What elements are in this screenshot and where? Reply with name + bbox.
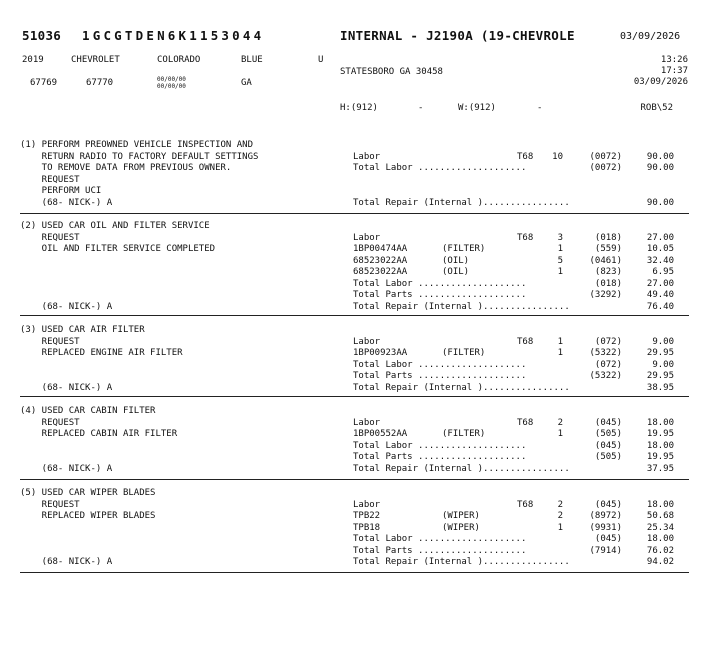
line-amount: 18.00 xyxy=(646,534,674,544)
line-amount: 90.00 xyxy=(646,163,674,173)
line-label: Total Labor .................... xyxy=(353,278,527,289)
total-repair-amount: 76.40 xyxy=(646,301,674,312)
line-label: TPB22 xyxy=(353,511,381,521)
line-amount: 50.68 xyxy=(646,511,674,521)
zero-date-2: 00/00/00 xyxy=(157,83,186,90)
job-description-line: (5) USED CAR WIPER BLADES xyxy=(20,488,156,498)
line-amount: 27.00 xyxy=(646,278,674,289)
line-label: Labor xyxy=(353,151,381,162)
work-phone: W:(912) xyxy=(458,103,496,113)
quantity: 2 xyxy=(557,511,563,521)
job-description-line: (4) USED CAR CABIN FILTER xyxy=(20,406,156,416)
technician-code: T68 xyxy=(517,336,534,347)
cost-code: (018) xyxy=(594,232,622,243)
line-amount: 49.40 xyxy=(646,290,674,300)
job-description-line: (1) PERFORM PREOWNED VEHICLE INSPECTION AND xyxy=(20,140,253,150)
line-amount: 18.00 xyxy=(646,440,674,451)
line-label: 68523022AA xyxy=(353,267,408,277)
technician-code: T68 xyxy=(517,417,534,428)
line-amount: 76.02 xyxy=(646,545,674,556)
line-label: 1BP00923AA xyxy=(353,348,408,358)
part-type: (WIPER) xyxy=(442,522,480,533)
time-close: 17:37 xyxy=(660,66,688,76)
document-title: INTERNAL - J2190A (19-CHEVROLE xyxy=(340,28,575,43)
cost-code: (018) xyxy=(594,278,622,289)
mileage-in: 67769 xyxy=(30,78,58,88)
cost-code: (5322) xyxy=(589,348,622,358)
total-repair-label: Total Repair (Internal )................ xyxy=(353,557,570,567)
job-description-line: REQUEST xyxy=(20,336,80,347)
section-divider xyxy=(20,479,689,480)
quantity: 2 xyxy=(557,499,563,510)
technician-signoff: (68- NICK-) A xyxy=(20,557,113,567)
technician-code: T68 xyxy=(517,499,534,510)
vehicle-color: BLUE xyxy=(241,55,263,65)
job-description-line: REPLACED WIPER BLADES xyxy=(20,511,156,521)
line-amount: 19.95 xyxy=(646,452,674,462)
technician-signoff: (68- NICK-) A xyxy=(20,301,113,312)
cost-code: (505) xyxy=(594,452,622,462)
vehicle-flag: U xyxy=(318,55,324,65)
total-repair-label: Total Repair (Internal )................ xyxy=(353,197,570,208)
cost-code: (072) xyxy=(594,359,622,370)
part-type: (FILTER) xyxy=(442,429,486,439)
line-label: Total Labor .................... xyxy=(353,163,527,173)
job-description-line: REPLACED ENGINE AIR FILTER xyxy=(20,348,183,358)
part-type: (OIL) xyxy=(442,267,470,277)
total-repair-amount: 38.95 xyxy=(646,382,674,393)
cost-code: (9931) xyxy=(589,522,622,533)
time-open: 13:26 xyxy=(660,55,688,65)
line-label: 68523022AA xyxy=(353,255,408,266)
cost-code: (045) xyxy=(594,534,622,544)
vehicle-model: COLORADO xyxy=(157,55,201,65)
line-label: Labor xyxy=(353,232,381,243)
total-repair-amount: 94.02 xyxy=(646,557,674,567)
technician-code: T68 xyxy=(517,151,534,162)
line-amount: 9.00 xyxy=(652,336,674,347)
zero-date-1: 00/00/00 xyxy=(157,76,186,83)
job-description-line: REQUEST xyxy=(20,499,80,510)
vehicle-year: 2019 xyxy=(22,55,44,65)
part-type: (OIL) xyxy=(442,255,470,266)
customer-city: STATESBORO GA 30458 xyxy=(340,67,443,77)
line-label: Total Parts .................... xyxy=(353,371,527,381)
total-repair-amount: 37.95 xyxy=(646,463,674,474)
header-date: 03/09/2026 xyxy=(620,31,681,42)
cost-code: (0072) xyxy=(589,163,622,173)
part-type: (FILTER) xyxy=(442,348,486,358)
section-divider xyxy=(20,396,689,397)
line-amount: 32.40 xyxy=(646,255,674,266)
total-repair-label: Total Repair (Internal )................ xyxy=(353,382,570,393)
part-type: (WIPER) xyxy=(442,511,480,521)
quantity: 1 xyxy=(557,244,563,254)
cost-code: (7914) xyxy=(589,545,622,556)
quantity: 1 xyxy=(557,522,563,533)
line-amount: 90.00 xyxy=(646,151,674,162)
cost-code: (505) xyxy=(594,429,622,439)
part-type: (FILTER) xyxy=(442,244,486,254)
cost-code: (8972) xyxy=(589,511,622,521)
total-repair-label: Total Repair (Internal )................ xyxy=(353,463,570,474)
quantity: 1 xyxy=(557,348,563,358)
line-label: Total Labor .................... xyxy=(353,440,527,451)
section-divider xyxy=(20,213,689,214)
line-label: 1BP00474AA xyxy=(353,244,408,254)
quantity: 10 xyxy=(552,151,563,162)
quantity: 1 xyxy=(557,429,563,439)
section-divider xyxy=(20,572,689,573)
job-description-line: OIL AND FILTER SERVICE COMPLETED xyxy=(20,244,216,254)
line-amount: 6.95 xyxy=(652,267,674,277)
quantity: 3 xyxy=(557,232,563,243)
quantity: 1 xyxy=(557,267,563,277)
cost-code: (559) xyxy=(594,244,622,254)
section-divider xyxy=(20,315,689,316)
line-label: Total Parts .................... xyxy=(353,452,527,462)
quantity: 5 xyxy=(557,255,563,266)
technician-signoff: (68- NICK-) A xyxy=(20,382,113,393)
line-amount: 18.00 xyxy=(646,499,674,510)
vehicle-make: CHEVROLET xyxy=(71,55,120,65)
job-description-line: RETURN RADIO TO FACTORY DEFAULT SETTINGS xyxy=(20,151,259,162)
cost-code: (823) xyxy=(594,267,622,277)
total-repair-amount: 90.00 xyxy=(646,197,674,208)
line-amount: 18.00 xyxy=(646,417,674,428)
line-amount: 29.95 xyxy=(646,348,674,358)
quantity: 2 xyxy=(557,417,563,428)
technician-signoff: (68- NICK-) A xyxy=(20,463,113,474)
job-description-line: REQUEST xyxy=(20,417,80,428)
cost-code: (3292) xyxy=(589,290,622,300)
cost-code: (045) xyxy=(594,417,622,428)
job-description-line: PERFORM UCI xyxy=(20,186,102,196)
work-phone-dash: - xyxy=(537,103,543,113)
state-code: GA xyxy=(241,78,252,88)
line-amount: 19.95 xyxy=(646,429,674,439)
service-advisor: ROB\52 xyxy=(640,103,673,113)
line-label: Labor xyxy=(353,417,381,428)
line-amount: 27.00 xyxy=(646,232,674,243)
line-label: Total Labor .................... xyxy=(353,534,527,544)
line-amount: 10.05 xyxy=(646,244,674,254)
total-repair-label: Total Repair (Internal )................ xyxy=(353,301,570,312)
job-description-line: TO REMOVE DATA FROM PREVIOUS OWNER. xyxy=(20,163,232,173)
cost-code: (5322) xyxy=(589,371,622,381)
cost-code: (045) xyxy=(594,440,622,451)
cost-code: (045) xyxy=(594,499,622,510)
line-label: TPB18 xyxy=(353,522,381,533)
cost-code: (0072) xyxy=(589,151,622,162)
technician-signoff: (68- NICK-) A xyxy=(20,197,113,208)
line-amount: 25.34 xyxy=(646,522,674,533)
job-description-line: REQUEST xyxy=(20,174,80,185)
date-close: 03/09/2026 xyxy=(633,77,688,87)
ro-number: 51036 xyxy=(22,28,62,43)
quantity: 1 xyxy=(557,336,563,347)
line-label: Labor xyxy=(353,499,381,510)
cost-code: (0461) xyxy=(589,255,622,266)
mileage-out: 67770 xyxy=(86,78,114,88)
home-phone: H:(912) xyxy=(340,103,378,113)
job-description-line: REQUEST xyxy=(20,232,80,243)
line-label: 1BP00552AA xyxy=(353,429,408,439)
line-label: Total Labor .................... xyxy=(353,359,527,370)
job-description-line: (3) USED CAR AIR FILTER xyxy=(20,325,145,335)
home-phone-dash: - xyxy=(418,103,424,113)
vin: 1GCGTDEN6K1153044 xyxy=(82,28,265,43)
technician-code: T68 xyxy=(517,232,534,243)
line-label: Total Parts .................... xyxy=(353,545,527,556)
line-label: Total Parts .................... xyxy=(353,290,527,300)
job-description-line: (2) USED CAR OIL AND FILTER SERVICE xyxy=(20,221,210,231)
job-description-line: REPLACED CABIN AIR FILTER xyxy=(20,429,178,439)
line-amount: 9.00 xyxy=(652,359,674,370)
cost-code: (072) xyxy=(594,336,622,347)
line-label: Labor xyxy=(353,336,381,347)
line-amount: 29.95 xyxy=(646,371,674,381)
